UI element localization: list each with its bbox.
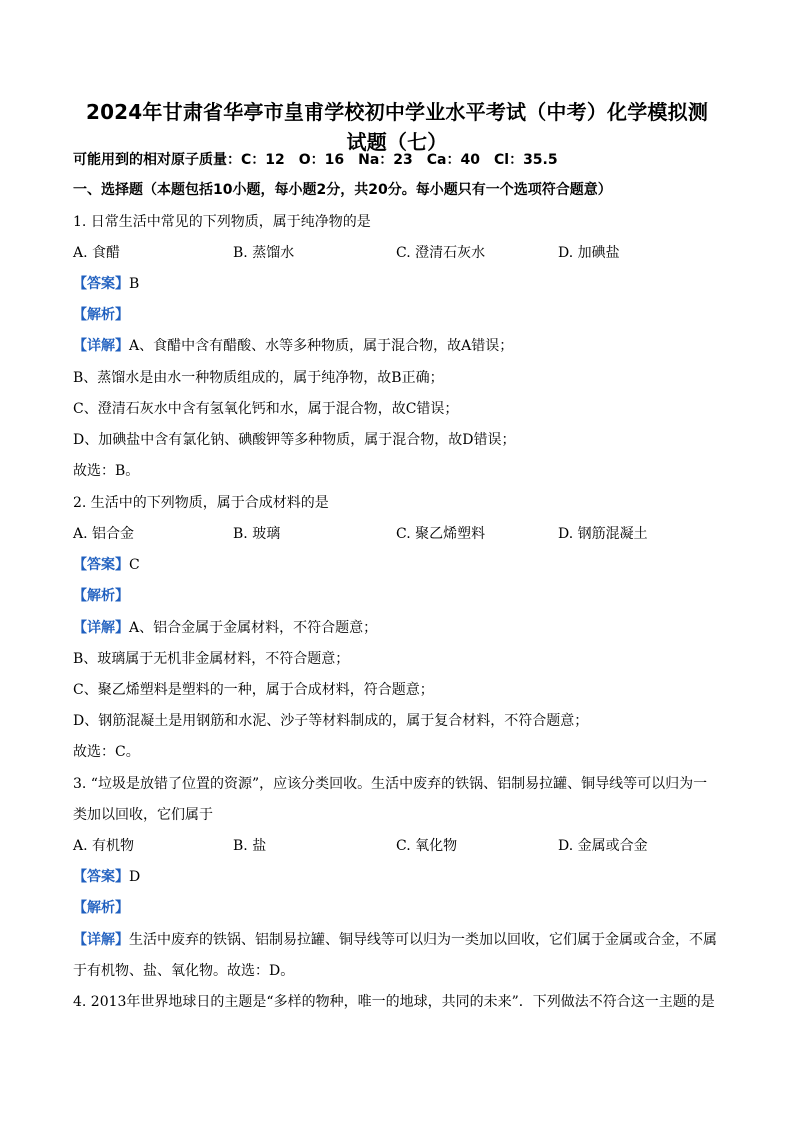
- q1-option-a: A. 食醋: [73, 245, 121, 261]
- q1-option-d: D. 加碘盐: [558, 245, 620, 261]
- question-3-stem-2: 类加以回收，它们属于: [73, 807, 213, 823]
- answer-tag: 【答案】: [73, 869, 129, 885]
- q2-option-c: C. 聚乙烯塑料: [396, 526, 486, 542]
- detail-text: 生活中废弃的铁锅、铝制易拉罐、铜导线等可以归为一类加以回收，它们属于金属或合金，不属: [129, 932, 717, 948]
- detail-tag: 【详解】: [73, 620, 129, 636]
- q1-option-c: C. 澄清石灰水: [396, 245, 486, 261]
- question-4-stem: 4. 2013年世界地球日的主题是“多样的物种，唯一的地球，共同的未来”．下列做法不符合这一主题的是: [73, 994, 715, 1010]
- detail-tag: 【详解】: [73, 338, 129, 354]
- q2-option-b: B. 玻璃: [233, 526, 281, 542]
- q1-detail-3: C、澄清石灰水中含有氢氧化钙和水，属于混合物，故C错误；: [73, 401, 459, 417]
- q1-analysis-tag: 【解析】: [73, 307, 129, 323]
- page-title: 2024年甘肃省华亭市皇甫学校初中学业水平考试（中考）化学模拟测: [85, 100, 709, 124]
- section-heading: 一、选择题（本题包括10小题，每小题2分，共20分。每小题只有一个选项符合题意）: [73, 182, 612, 198]
- detail-text: A、食醋中含有醋酸、水等多种物质，属于混合物，故A错误；: [129, 338, 514, 354]
- q3-option-b: B. 盐: [233, 838, 267, 854]
- q2-detail-2: B、玻璃属于无机非金属材料，不符合题意；: [73, 651, 350, 667]
- q2-detail-3: C、聚乙烯塑料是塑料的一种，属于合成材料，符合题意；: [73, 682, 434, 698]
- atomic-masses: 可能用到的相对原子质量：C：12 O：16 Na：23 Ca：40 Cl：35.5: [73, 152, 558, 168]
- q3-detail-2: 于有机物、盐、氧化物。故选：D。: [73, 963, 295, 979]
- q2-detail-1: [73, 618, 377, 638]
- q1-option-b: B. 蒸馏水: [233, 245, 295, 261]
- answer-value: C: [129, 557, 140, 573]
- q3-option-a: A. 有机物: [73, 838, 135, 854]
- detail-tag: 【详解】: [73, 932, 129, 948]
- answer-tag: 【答案】: [73, 276, 129, 292]
- q2-conclusion: 故选：C。: [73, 744, 140, 760]
- detail-text: A、铝合金属于金属材料，不符合题意；: [129, 620, 378, 636]
- question-2-stem: 2. 生活中的下列物质，属于合成材料的是: [73, 495, 329, 511]
- q3-answer-row: [73, 867, 140, 887]
- answer-tag: 【答案】: [73, 557, 129, 573]
- q1-detail-4: D、加碘盐中含有氯化钠、碘酸钾等多种物质，属于混合物，故D错误；: [73, 432, 516, 448]
- question-3-stem: 3. “垃圾是放错了位置的资源”，应该分类回收。生活中废弃的铁锅、铝制易拉罐、铜导线等可以归为一: [73, 776, 708, 792]
- q3-option-d: D. 金属或合金: [558, 838, 648, 854]
- q1-conclusion: 故选：B。: [73, 463, 140, 479]
- q2-option-a: A. 铝合金: [73, 526, 135, 542]
- q2-answer-row: [73, 555, 140, 575]
- q3-detail-1: [73, 930, 717, 950]
- q1-detail-2: B、蒸馏水是由水一种物质组成的，属于纯净物，故B正确；: [73, 370, 444, 386]
- q3-option-c: C. 氧化物: [396, 838, 458, 854]
- answer-value: B: [129, 276, 140, 292]
- q2-option-d: D. 钢筋混凝土: [558, 526, 648, 542]
- page-title-line2: 试题（七）: [346, 130, 448, 154]
- q2-detail-4: D、钢筋混凝土是用钢筋和水泥、沙子等材料制成的，属于复合材料，不符合题意；: [73, 713, 589, 729]
- question-1-stem: 1. 日常生活中常见的下列物质，属于纯净物的是: [73, 214, 371, 230]
- answer-value: D: [129, 869, 141, 885]
- q3-analysis-tag: 【解析】: [73, 900, 129, 916]
- q1-answer-row: [73, 274, 139, 294]
- q1-detail-1: [73, 336, 513, 356]
- q2-analysis-tag: 【解析】: [73, 588, 129, 604]
